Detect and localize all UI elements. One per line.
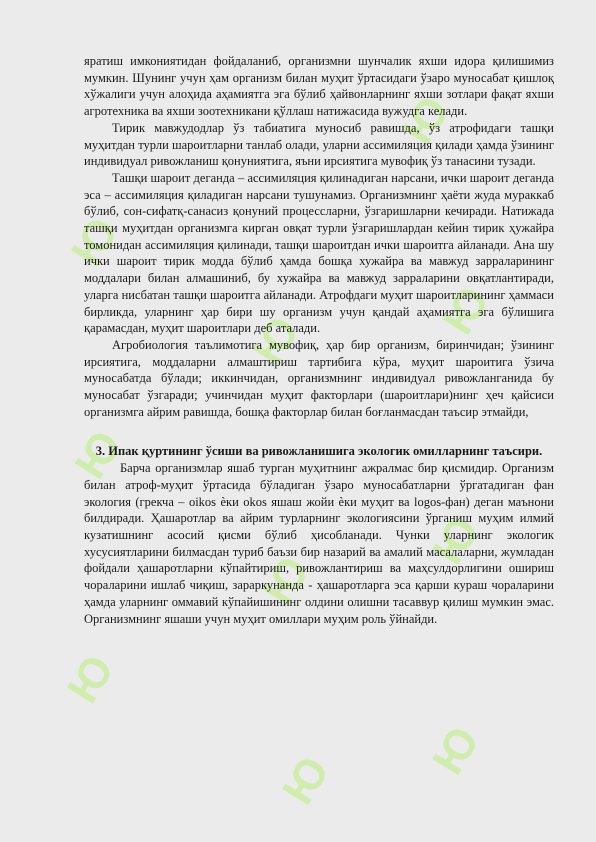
document-body (84, 53, 554, 627)
watermark-mark: Ю (57, 646, 124, 712)
body-paragraph: яратиш имкониятидан фойдаланиб, организмни шунчалик яхши идора қилишимиз мумкин. Шунинг учун ҳам организм билан муҳит ўртасидаги ўзаро муносабат қишлоқ хўжалиги учун алоҳида аҳамиятга эга бўлиб ҳайвонларнинг яхши зотлари фақат яхши агротехника ва яхши зоотехникани қўллаш натижасида вужудга келади. (84, 54, 554, 119)
watermark-mark: Ю (273, 748, 339, 813)
section-heading: 3. Ипак қуртининг ўсиши ва ривожланишига экологик омилларнинг таъсири. (95, 444, 543, 459)
watermark-mark: Ю (433, 278, 499, 343)
watermark-mark: Ю (62, 209, 128, 274)
watermark-mark: Ю (253, 548, 319, 613)
watermark-mark: Ю (243, 308, 309, 373)
body-paragraph: Барча организмлар яшаб турган муҳитнинг ажралмас бир қисмидир. Организм билан атроф-муҳит ўртасида бўладиган ўзаро муносабатларни ўргатадиган фан экология (грекча – oikos ѐки okos яшаш жойи ѐки муҳит ва logos-фан) деган маънони билдиради. Ҳашаротлар ва айрим турларнинг экологиясини ўрганиш муҳим илмий кузатишнинг асосий қисми бўлиб ҳисобланади. Чунки уларнинг экологик хусусиятларини билмасдан туриб баъзи бир назарий ва амалий масалаларни, жумладан фойдали ҳашаротларни кўпайтириш, ривожлантириш ва маҳсулдорлигини ошириш чораларини ишлаб чиқиш, зараркунанда - ҳашаротларга эса қарши кураш чораларини ҳамда уларнинг оммавий кўпайишининг олдини олишни тасаввур қилиш мумкин эмас. Организмнинг яшаши учун муҳит омиллари муҳим роль ўйнайди. (84, 461, 554, 626)
watermark-mark: Ю (423, 508, 489, 573)
body-paragraph: Тирик мавжудодлар ўз табиатига муносиб равишда, ўз атрофидаги ташқи муҳитдан турли шароитларни танлаб олади, уларни ассимиляция қилади ҳамда ўзининг индивидуал ривожланиш қонуниятига, яъни ирсиятига мувофиқ ўз танасини тузади. (84, 120, 554, 169)
watermark-mark: Ю (393, 88, 459, 153)
body-paragraph: Агробиология таълимотига мувофиқ, ҳар бир организм, биринчидан; ўзининг ирсиятига, моддаларни алмаштириш тартибига кўра, муҳит шароитига ўзича муносабатда бўлади; иккинчидан, организмнинг индивидуал ривожланганида бу муносабат ўзгаради; учинчидан муҳит факторлари (шароитлари)нинг ҳеч қайсиси организмга айрим равишда, бошқа факторлар билан боғланмасдан таъсир этмайди, (84, 337, 554, 419)
body-paragraph: Ташқи шароит деганда – ассимиляция қилинадиган нарсани, ички шароит деганда эса – ассимиляция қиладиган нарсани тушунамиз. Организмнинг ҳаёти жуда мураккаб бўлиб, сон-сифатқ-санасиз қонуний процессларни, ўзгаришларни кечиради. Натижада ташқи муҳитдан организмга кирган овқат турли ўзгаришлардан кейин тирик ҳужайра томонидан ассимиляция қилинади, ташқи шароитдан ички шароитга айланади. Ана шу ички шароит тирик модда бўлиб ҳамда бошқа хужайра ва мавжуд зарраларининг моддалари билан алмашиниб, бу хужайра ва мавжуд зарраларини овқатлантиради, уларга нисбатан ташқи шароитга айланади. Атрофдаги муҳит шароитларининг ҳаммаси бирликда, уларнинг ҳар бири шу организм учун қандай аҳамиятга эга бўлишига қарамасдан, муҳит шароитлари деб аталади. (84, 170, 554, 336)
watermark-mark: Ю (423, 718, 489, 783)
watermark-mark: Ю (65, 422, 132, 488)
